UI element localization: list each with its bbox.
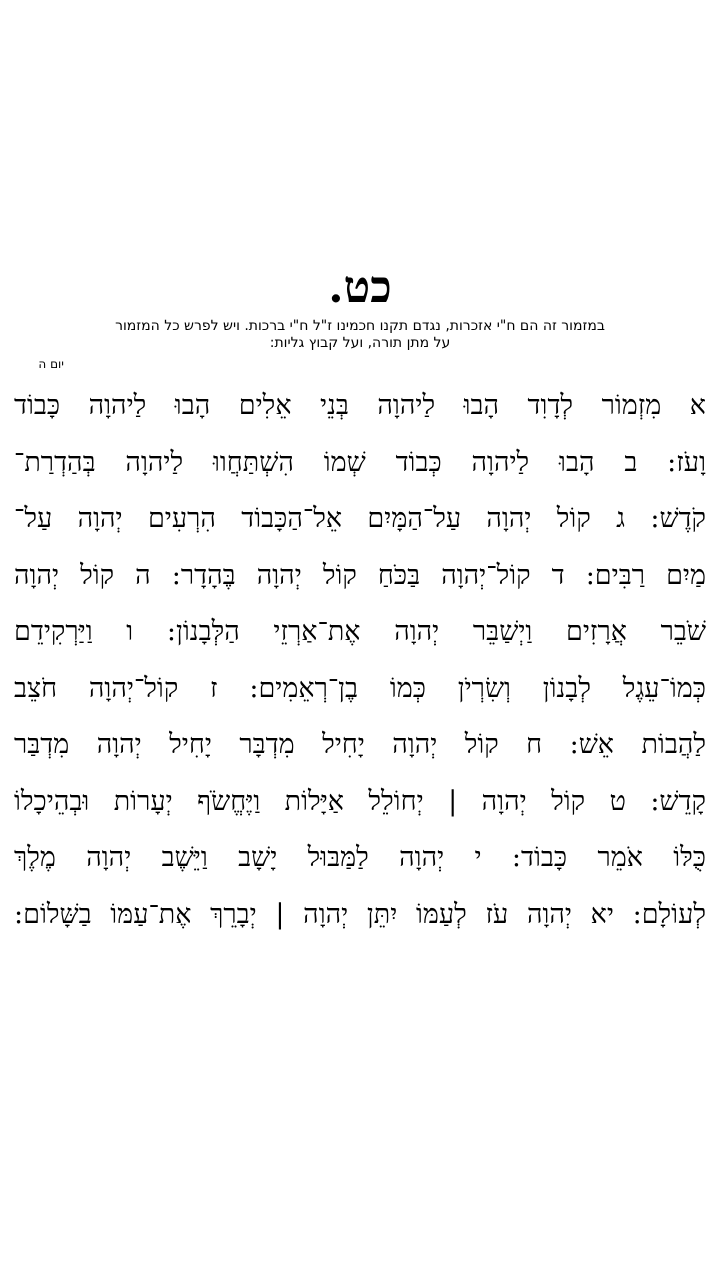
verse-line: קָדֵשׁ: ט קוֹל יְהוָה | יְחוֹלֵל אַיָּלוֹת וַיֶּחֱשֹׂף יְעָרוֹת וּבְהֵיכָלוֹ	[14, 785, 706, 817]
chapter-title: כט.	[328, 262, 392, 313]
verse-line: כֻּלּוֹ אֹמֵר כָּבוֹד: י יְהוָה לַמַּבּוּל יָשָׁב וַיֵּשֶׁב יְהוָה מֶלֶךְ	[14, 842, 706, 873]
day-label: יום ה	[38, 357, 64, 371]
verse-line: שֹׁבֵר אֲרָזִים וַיְשַׁבֵּר יְהוָה אֶת־אַרְזֵי הַלְּבָנוֹן: ו וַיַּרְקִידֵם	[14, 616, 706, 647]
verse-line: כְּמוֹ־עֵגֶל לְבָנוֹן וְשִׂרְיֹן כְּמוֹ בֶן־רְאֵמִים: ז קוֹל־יְהוָה חֹצֵב	[14, 672, 706, 704]
intro-line: על מתן תורה, ועל קבוץ גליות:	[269, 335, 451, 351]
verses-block	[14, 378, 706, 943]
intro-line: במזמור זה הם ח"י אזכרות, נגדם תקנו חכמינו ז"ל ח"י ברכות. ויש לפרש כל המזמור	[115, 318, 605, 334]
verse-line: קֹדֶשׁ: ג קוֹל יְהוָה עַל־הַמָּיִם אֵל־הַכָּבוֹד הִרְעִים יְהוָה עַל־	[14, 503, 706, 534]
verse-line: מַיִם רַבִּים: ד קוֹל־יְהוָה בַּכֹּחַ קוֹל יְהוָה בֶּהָדָר: ה קוֹל יְהוָה	[14, 559, 706, 591]
verse-line: א מִזְמוֹר לְדָוִד הָבוּ לַיהוָה בְּנֵי אֵלִים הָבוּ לַיהוָה כָּבוֹד	[14, 390, 706, 421]
verse-line: לְעוֹלָם: יא יְהוָה עֹז לְעַמּוֹ יִתֵּן יְהוָה | יְבָרֵךְ אֶת־עַמּוֹ בַשָּׁלוֹם:	[14, 898, 706, 930]
verse-line: לַהֲבוֹת אֵשׁ: ח קוֹל יְהוָה יָחִיל מִדְבָּר יָחִיל יְהוָה מִדְבַּר	[14, 729, 706, 760]
verse-line: וָעֹז: ב הָבוּ לַיהוָה כְּבוֹד שְׁמוֹ הִשְׁתַּחֲווּ לַיהוָה בְּהַדְרַת־	[14, 446, 706, 478]
intro-note	[14, 318, 706, 352]
